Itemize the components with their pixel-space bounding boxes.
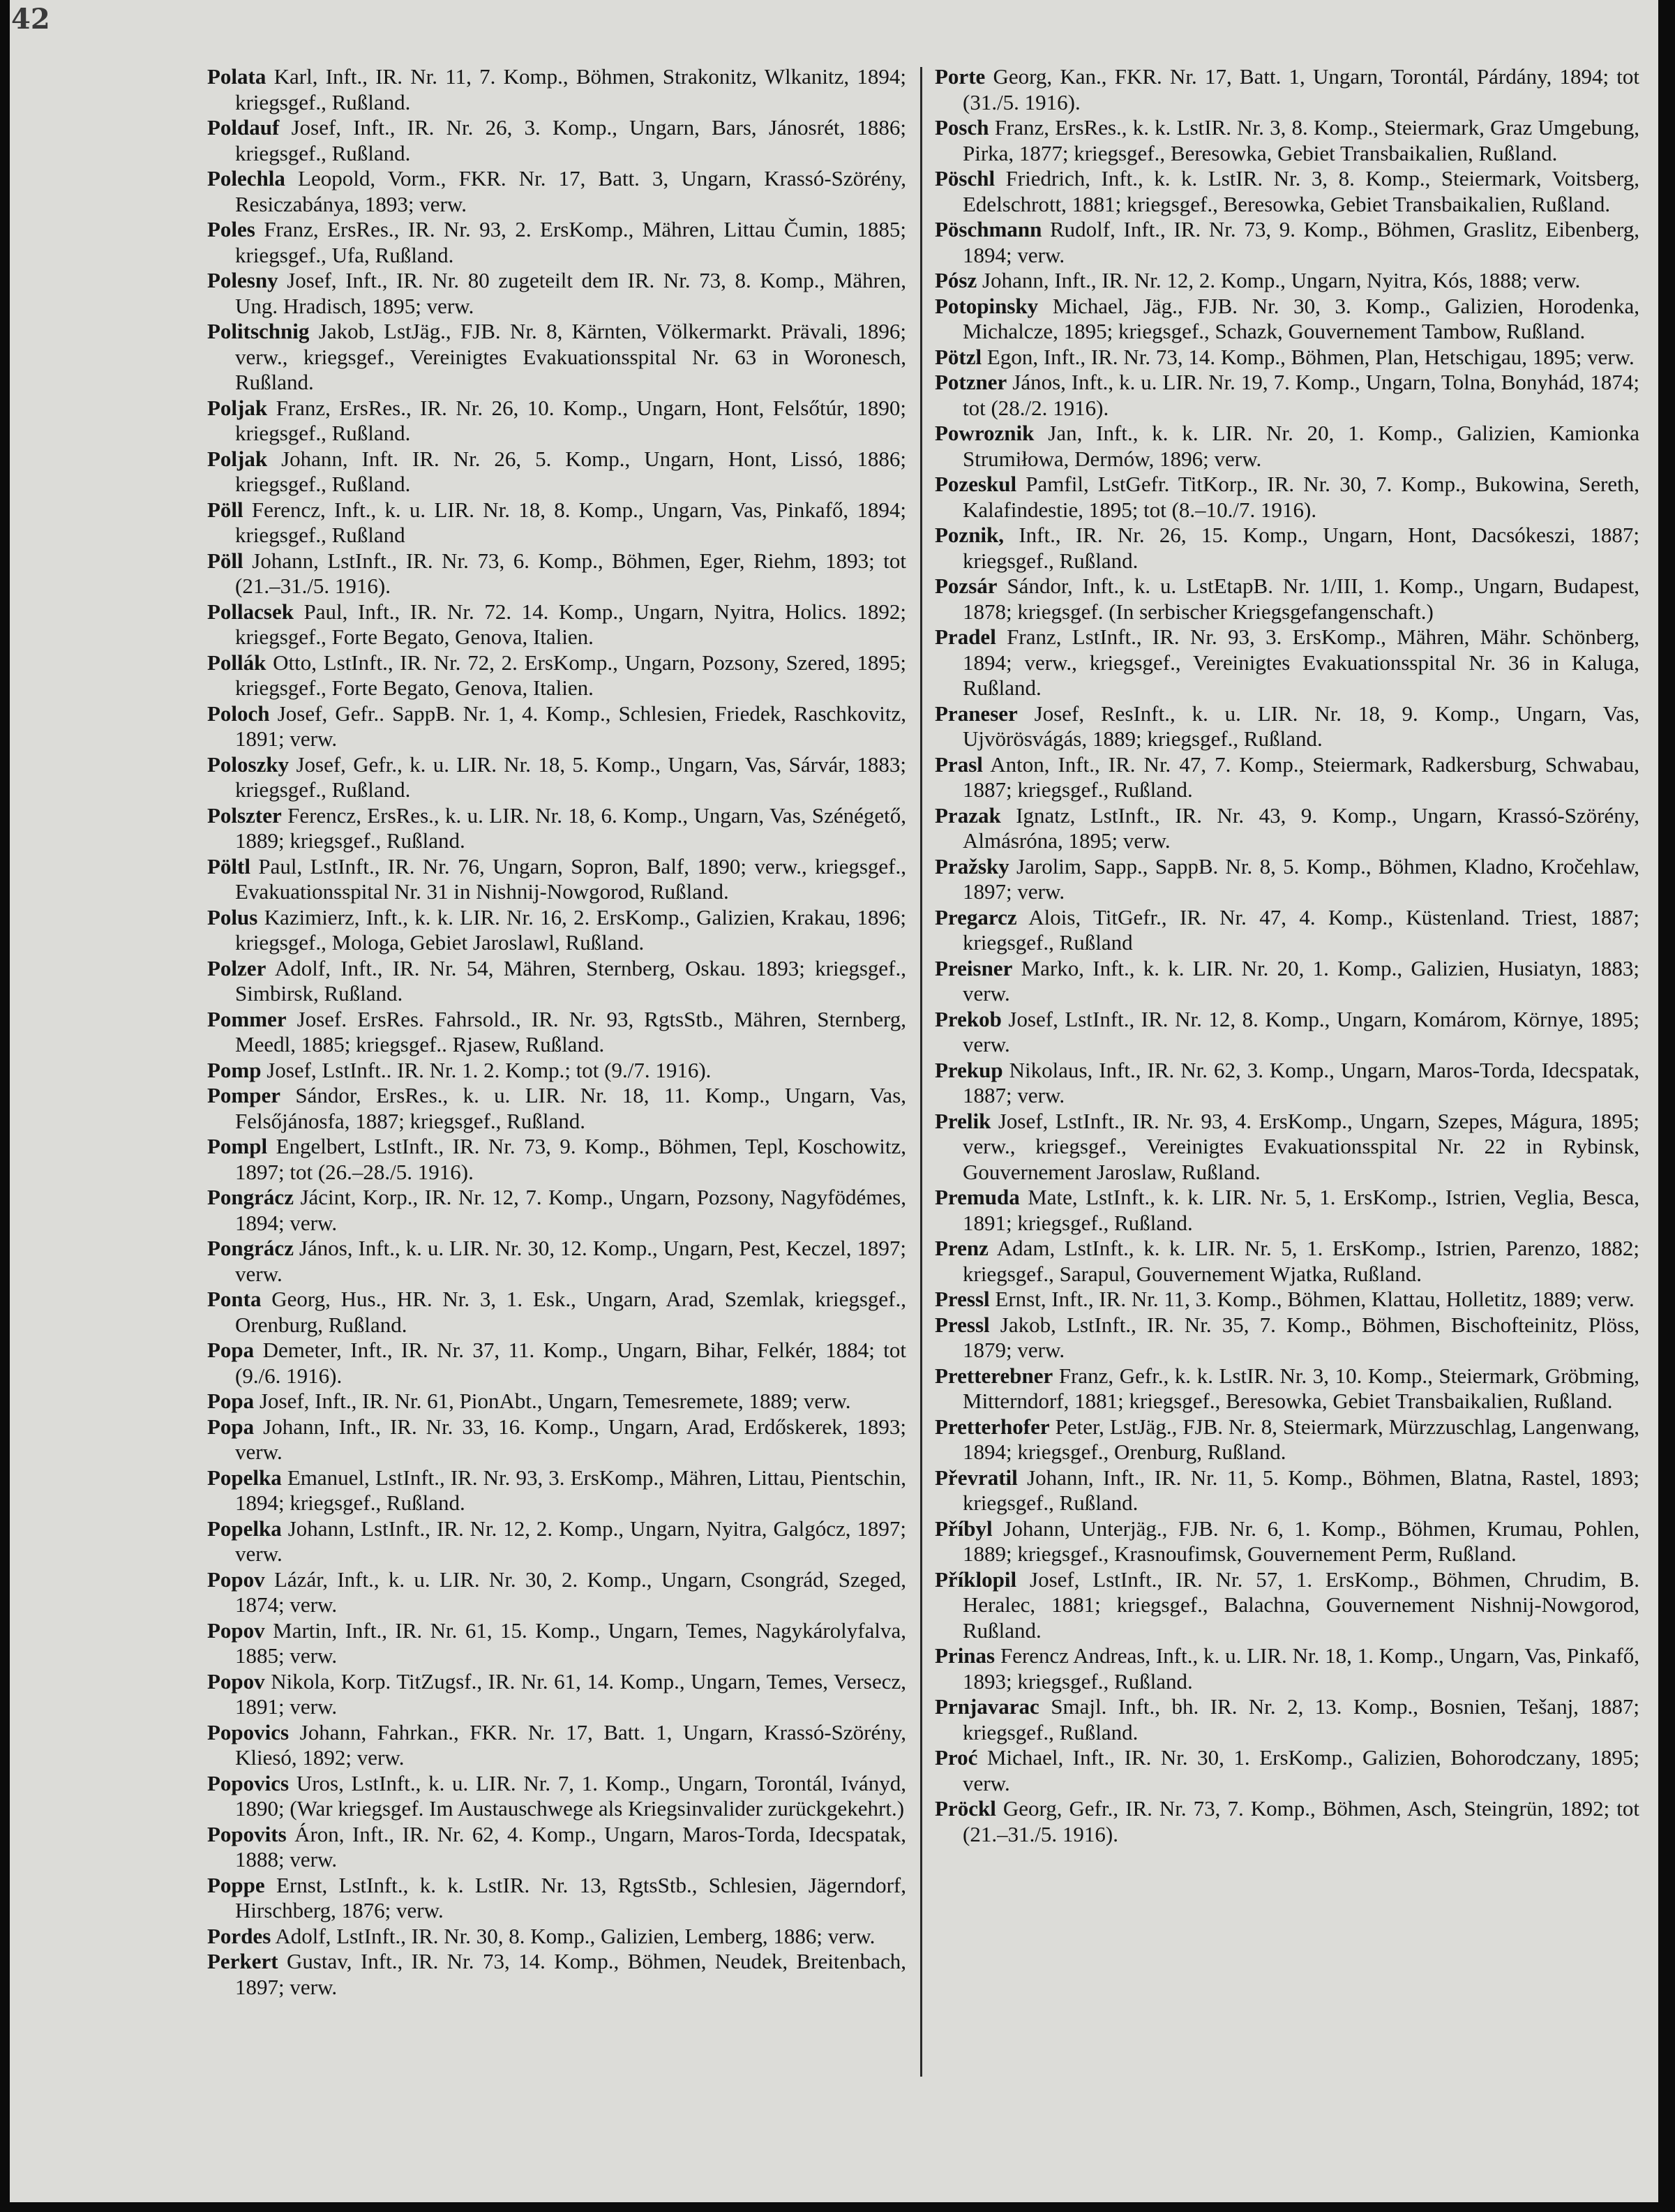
entry-surname: Poznik,	[935, 523, 1005, 547]
register-entry	[935, 1287, 1639, 1313]
register-entry	[935, 268, 1639, 294]
register-entry	[935, 294, 1639, 345]
left-column	[207, 64, 906, 2000]
entry-details: Gustav, Inft., IR. Nr. 73, 14. Komp., Böhmen, Neudek, Breitenbach, 1897; verw.	[235, 1949, 906, 1999]
register-entry	[207, 1873, 906, 1924]
entry-details: Pamfil, LstGefr. TitKorp., IR. Nr. 30, 7. Komp., Bukowina, Sereth, Kalafindestie, 1895; tot (8.–10./7. 1916).	[963, 472, 1639, 522]
register-entry	[207, 1083, 906, 1134]
entry-details: Ernst, Inft., IR. Nr. 11, 3. Komp., Böhmen, Klattau, Holletitz, 1889; verw.	[995, 1287, 1635, 1311]
entry-surname: Porte	[935, 64, 986, 89]
entry-details: Marko, Inft., k. k. LIR. Nr. 20, 1. Komp., Galizien, Husiatyn, 1883; verw.	[963, 955, 1639, 1006]
entry-surname: Poljak	[207, 395, 268, 420]
register-entry	[207, 1007, 906, 1058]
entry-details: Ignatz, LstInft., IR. Nr. 43, 9. Komp., Ungarn, Krassó-Szörény, Almásróna, 1895; verw.	[963, 802, 1640, 853]
entry-surname: Preisner	[935, 955, 1013, 980]
entry-surname: Perkert	[207, 1949, 278, 1973]
entry-surname: Popa	[207, 1414, 255, 1439]
entry-details: Michael, Inft., IR. Nr. 30, 1. ErsKomp., Galizien, Bohorodczany, 1895; verw.	[963, 1745, 1639, 1795]
entry-details: Martin, Inft., IR. Nr. 61, 15. Komp., Ungarn, Temes, Nagykárolyfalva, 1885; verw.	[235, 1617, 906, 1668]
entry-surname: Prnjavarac	[935, 1694, 1039, 1719]
entry-details: Jakob, LstInft., IR. Nr. 35, 7. Komp., Böhmen, Bischofteinitz, Plöss, 1879; verw.	[963, 1312, 1639, 1362]
register-entry	[207, 905, 906, 956]
entry-details: Sándor, ErsRes., k. u. LIR. Nr. 18, 11. Komp., Ungarn, Vas, Felsőjánosfa, 1887; kriegsgef., Rußland.	[235, 1083, 907, 1133]
entry-details: Leopold, Vorm., FKR. Nr. 17, Batt. 3, Ungarn, Krassó-Szörény, Resiczabánya, 1893; verw.	[235, 166, 906, 216]
entry-details: Josef, Gefr., k. u. LIR. Nr. 18, 5. Komp., Ungarn, Vas, Sárvár, 1883; kriegsgef., Rußland.	[235, 752, 906, 802]
register-entry	[207, 1236, 906, 1287]
register-entry	[935, 345, 1639, 371]
register-entry	[207, 1618, 906, 1669]
entry-surname: Poldauf	[207, 115, 280, 140]
register-entry	[207, 1338, 906, 1389]
entry-details: Johann, Inft., IR. Nr. 12, 2. Komp., Ungarn, Nyitra, Kós, 1888; verw.	[982, 268, 1581, 292]
entry-surname: Pollák	[207, 650, 266, 675]
entry-details: Franz, LstInft., IR. Nr. 93, 3. ErsKomp., Mähren, Mähr. Schönberg, 1894; verw., kriegsgef., Vereinigtes Evakuationsspital Nr. 36 in Kaluga, Rußland.	[963, 625, 1639, 700]
register-entry	[935, 1236, 1639, 1287]
entry-details: Adolf, LstInft., IR. Nr. 30, 8. Komp., Galizien, Lemberg, 1886; verw.	[275, 1923, 876, 1948]
entry-surname: Pöll	[207, 497, 243, 522]
entry-details: Áron, Inft., IR. Nr. 62, 4. Komp., Ungarn, Maros-Torda, Idecspatak, 1888; verw.	[235, 1821, 907, 1871]
entry-surname: Pongrácz	[207, 1236, 294, 1260]
scan-edge-right	[1658, 0, 1675, 2212]
register-entry	[935, 1185, 1639, 1236]
register-entry	[935, 1745, 1639, 1796]
entry-surname: Prelik	[935, 1108, 991, 1133]
register-entry	[207, 1771, 906, 1822]
entry-details: János, Inft., k. u. LIR. Nr. 19, 7. Komp., Ungarn, Tolna, Bonyhád, 1874; tot (28./2. 1916).	[963, 370, 1640, 420]
entry-details: Rudolf, Inft., IR. Nr. 73, 9. Komp., Böhmen, Graslitz, Eibenberg, 1894; verw.	[963, 217, 1639, 267]
entry-details: Ferencz Andreas, Inft., k. u. LIR. Nr. 18, 1. Komp., Ungarn, Vas, Pinkafő, 1893; kriegsgef., Rußland.	[963, 1643, 1640, 1694]
register-entry	[207, 64, 906, 115]
entry-details: Georg, Kan., FKR. Nr. 17, Batt. 1, Ungarn, Torontál, Párdány, 1894; tot (31./5. 1916).	[963, 64, 1640, 114]
entry-details: Josef, LstInft., IR. Nr. 57, 1. ErsKomp., Böhmen, Chrudim, B. Heralec, 1881; kriegsgef., Balachna, Gouvernement Nishnij-Nowgorod, Rußland.	[963, 1567, 1640, 1643]
register-entry	[935, 217, 1639, 268]
register-entry	[935, 1414, 1639, 1465]
register-entry	[207, 319, 906, 396]
entry-surname: Prinas	[935, 1643, 996, 1668]
entry-details: Sándor, Inft., k. u. LstEtapB. Nr. 1/III, 1. Komp., Ungarn, Budapest, 1878; kriegsgef. (In serbischer Kriegsgefangenschaft.)	[963, 574, 1639, 624]
entry-surname: Popov	[207, 1668, 265, 1694]
entry-details: Nikolaus, Inft., IR. Nr. 62, 3. Komp., Ungarn, Maros-Torda, Idecspatak, 1887; verw.	[963, 1057, 1640, 1107]
entry-details: Uros, LstInft., k. u. LIR. Nr. 7, 1. Komp., Ungarn, Torontál, Iványd, 1890; (War kriegsgef. Im Austauschwege als Kriegsinvalider zurückgekehrt.)	[235, 1770, 907, 1821]
entry-surname: Pomp	[207, 1057, 262, 1082]
entry-details: Adam, LstInft., k. k. LIR. Nr. 5, 1. ErsKomp., Istrien, Parenzo, 1882; kriegsgef., Sarapul, Gouvernement Wjatka, Rußland.	[963, 1236, 1639, 1286]
entry-surname: Pötzl	[935, 344, 982, 369]
register-entry	[207, 1822, 906, 1873]
entry-surname: Pressl	[935, 1312, 990, 1337]
entry-surname: Pöschmann	[935, 217, 1042, 241]
entry-surname: Poljak	[207, 446, 268, 471]
register-entry	[207, 1287, 906, 1338]
entry-details: Ernst, LstInft., k. k. LstIR. Nr. 13, RgtsStb., Schlesien, Jägerndorf, Hirschberg, 1876; verw.	[235, 1872, 907, 1922]
register-entry	[207, 1465, 906, 1516]
register-entry	[207, 1389, 906, 1414]
register-entry	[207, 1134, 906, 1185]
page-number: 42	[11, 3, 50, 36]
entry-surname: Proć	[935, 1745, 978, 1770]
entry-surname: Pradel	[935, 625, 996, 649]
entry-surname: Popelka	[207, 1516, 282, 1541]
register-entry	[935, 574, 1639, 625]
register-entry	[935, 956, 1639, 1007]
register-entry	[207, 1669, 906, 1720]
register-entry	[935, 701, 1639, 752]
register-entry	[207, 268, 906, 319]
register-entry	[935, 905, 1639, 956]
register-entry	[935, 1516, 1639, 1567]
register-entry	[935, 1796, 1639, 1847]
entry-surname: Pöltl	[207, 853, 250, 879]
entry-surname: Pompl	[207, 1134, 268, 1158]
entry-details: Nikola, Korp. TitZugsf., IR. Nr. 61, 14. Komp., Ungarn, Temes, Versecz, 1891; verw.	[235, 1668, 907, 1719]
entry-surname: Politschnig	[207, 319, 310, 343]
entry-details: Franz, ErsRes., IR. Nr. 93, 2. ErsKomp., Mähren, Littau Čumin, 1885; kriegsgef., Ufa, Rußland.	[235, 217, 907, 267]
entry-surname: Pommer	[207, 1006, 287, 1031]
register-entry	[207, 1516, 906, 1567]
entry-surname: Posch	[935, 115, 989, 140]
register-entry	[207, 1414, 906, 1465]
scan-edge-bottom	[0, 2202, 1675, 2212]
entry-surname: Popov	[207, 1567, 265, 1592]
register-entry	[935, 803, 1639, 854]
register-entry	[935, 472, 1639, 523]
entry-surname: Polesny	[207, 268, 278, 292]
register-entry	[207, 166, 906, 217]
entry-details: Johann, Inft., IR. Nr. 33, 16. Komp., Ungarn, Arad, Erdőskerek, 1893; verw.	[235, 1414, 907, 1464]
entry-surname: Popa	[207, 1338, 255, 1362]
entry-details: Johann, Inft. IR. Nr. 26, 5. Komp., Ungarn, Hont, Lissó, 1886; kriegsgef., Rußland.	[235, 446, 907, 496]
register-entry	[935, 752, 1639, 803]
register-entry	[207, 854, 906, 905]
entry-surname: Pósz	[935, 268, 977, 292]
register-entry	[207, 396, 906, 447]
register-entry	[207, 1567, 906, 1618]
entry-surname: Potzner	[935, 370, 1007, 394]
entry-surname: Pröckl	[935, 1796, 996, 1821]
register-entry	[935, 854, 1639, 905]
entry-details: Jarolim, Sapp., SappB. Nr. 8, 5. Komp., Böhmen, Kladno, Kročehlaw, 1897; verw.	[963, 853, 1639, 904]
entry-details: Friedrich, Inft., k. k. LstIR. Nr. 3, 8. Komp., Steiermark, Voitsberg, Edelschrott, 1881; kriegsgef., Beresowka, Gebiet Transbaikalien, Rußland.	[963, 166, 1639, 216]
entry-details: Johann, Fahrkan., FKR. Nr. 17, Batt. 1, Ungarn, Krassó-Szörény, Kliesó, 1892; verw.	[235, 1719, 907, 1770]
entry-surname: Pregarcz	[935, 904, 1017, 929]
register-entry	[207, 650, 906, 701]
register-entry	[935, 1058, 1639, 1109]
column-divider	[920, 67, 922, 2077]
register-entry	[207, 447, 906, 498]
entry-surname: Prenz	[935, 1236, 989, 1260]
entry-details: Josef, LstInft.. IR. Nr. 1. 2. Komp.; tot (9./7. 1916).	[266, 1057, 712, 1082]
register-entry	[935, 370, 1639, 421]
entry-details: Josef, Inft., IR. Nr. 61, PionAbt., Ungarn, Temesremete, 1889; verw.	[259, 1389, 851, 1413]
entry-surname: Příbyl	[935, 1516, 993, 1541]
register-entry	[207, 498, 906, 548]
entry-surname: Praneser	[935, 701, 1018, 726]
entry-details: Kazimierz, Inft., k. k. LIR. Nr. 16, 2. ErsKomp., Galizien, Krakau, 1896; kriegsgef., Mologa, Gebiet Jaroslawl, Rußland.	[235, 904, 907, 955]
entry-surname: Prasl	[935, 752, 983, 777]
entry-details: Egon, Inft., IR. Nr. 73, 14. Komp., Böhmen, Plan, Hetschigau, 1895; verw.	[986, 344, 1635, 369]
register-entry	[935, 1567, 1639, 1644]
entry-details: Josef, ResInft., k. u. LIR. Nr. 18, 9. Komp., Ungarn, Vas, Ujvörösvágás, 1889; kriegsgef., Rußland.	[963, 701, 1640, 751]
entry-surname: Poloch	[207, 701, 270, 726]
entry-surname: Popov	[207, 1617, 265, 1643]
entry-surname: Polzer	[207, 955, 266, 980]
entry-details: Lázár, Inft., k. u. LIR. Nr. 30, 2. Komp., Ungarn, Csongrád, Szeged, 1874; verw.	[235, 1567, 906, 1617]
entry-surname: Pretterhofer	[935, 1414, 1050, 1439]
entry-surname: Popovits	[207, 1821, 287, 1846]
entry-details: Otto, LstInft., IR. Nr. 72, 2. ErsKomp., Ungarn, Pozsony, Szered, 1895; kriegsgef., Forte Begato, Genova, Italien.	[235, 650, 906, 700]
register-entry	[207, 803, 906, 854]
entry-surname: Pressl	[935, 1287, 990, 1311]
register-entry	[207, 115, 906, 166]
entry-details: Peter, LstJäg., FJB. Nr. 8, Steiermark, Mürzzuschlag, Langenwang, 1894; kriegsgef., Orenburg, Rußland.	[963, 1414, 1640, 1464]
entry-details: Ferencz, Inft., k. u. LIR. Nr. 18, 8. Komp., Ungarn, Vas, Pinkafő, 1894; kriegsgef., Rußland	[235, 497, 907, 547]
register-entry	[207, 1058, 906, 1084]
register-entry	[935, 421, 1639, 472]
register-entry	[935, 1465, 1639, 1516]
entry-surname: Popelka	[207, 1465, 282, 1490]
entry-surname: Powroznik	[935, 421, 1035, 445]
entry-details: Engelbert, LstInft., IR. Nr. 73, 9. Komp., Böhmen, Tepl, Koschowitz, 1897; tot (26.–28./5. 1916).	[235, 1134, 907, 1184]
entry-surname: Pozeskul	[935, 472, 1017, 496]
entry-details: Jácint, Korp., IR. Nr. 12, 7. Komp., Ungarn, Pozsony, Nagyfödémes, 1894; verw.	[235, 1185, 906, 1235]
entry-details: Franz, Gefr., k. k. LstIR. Nr. 3, 10. Komp., Steiermark, Gröbming, Mitterndorf, 1881; kriegsgef., Beresowka, Gebiet Transbaikalien, Rußland.	[963, 1363, 1640, 1413]
entry-surname: Polata	[207, 64, 266, 89]
entry-surname: Polszter	[207, 802, 282, 828]
entry-details: Johann, Unterjäg., FJB. Nr. 6, 1. Komp., Böhmen, Krumau, Pohlen, 1889; kriegsgef., Krasnoufimsk, Gouvernement Perm, Rußland.	[963, 1516, 1640, 1566]
register-entry	[935, 1007, 1639, 1058]
entry-details: Jan, Inft., k. k. LIR. Nr. 20, 1. Komp., Galizien, Kamionka Strumiłowa, Dermów, 1896; verw.	[963, 421, 1639, 471]
entry-details: Georg, Hus., HR. Nr. 3, 1. Esk., Ungarn, Arad, Szemlak, kriegsgef., Orenburg, Rußland.	[235, 1287, 906, 1337]
entry-details: János, Inft., k. u. LIR. Nr. 30, 12. Komp., Ungarn, Pest, Keczel, 1897; verw.	[235, 1236, 906, 1286]
entry-details: Anton, Inft., IR. Nr. 47, 7. Komp., Steiermark, Radkersburg, Schwabau, 1887; kriegsgef., Rußland.	[963, 752, 1639, 802]
entry-details: Josef, Inft., IR. Nr. 26, 3. Komp., Ungarn, Bars, Jánosrét, 1886; kriegsgef., Rußland.	[235, 115, 906, 165]
entry-details: Georg, Gefr., IR. Nr. 73, 7. Komp., Böhmen, Asch, Steingrün, 1892; tot (21.–31./5. 1916).	[963, 1796, 1640, 1846]
register-entry	[935, 166, 1639, 217]
entry-details: Josef, Inft., IR. Nr. 80 zugeteilt dem IR. Nr. 73, 8. Komp., Mähren, Ung. Hradisch, 1895; verw.	[235, 268, 907, 318]
entry-surname: Převratil	[935, 1465, 1018, 1490]
entry-details: Paul, Inft., IR. Nr. 72. 14. Komp., Ungarn, Nyitra, Holics. 1892; kriegsgef., Forte Begato, Genova, Italien.	[235, 599, 907, 649]
entry-surname: Pozsár	[935, 574, 998, 598]
entry-details: Jakob, LstJäg., FJB. Nr. 8, Kärnten, Völkermarkt. Prävali, 1896; verw., kriegsgef., Vereinigtes Evakuationsspital Nr. 63 in Woronesch, Rußland.	[235, 319, 907, 394]
entry-surname: Premuda	[935, 1185, 1020, 1209]
register-entry	[207, 1185, 906, 1236]
entry-surname: Pretterebner	[935, 1363, 1053, 1388]
register-entry	[935, 1313, 1639, 1363]
register-entry	[935, 523, 1639, 574]
entry-details: Adolf, Inft., IR. Nr. 54, Mähren, Sternberg, Oskau. 1893; kriegsgef., Simbirsk, Rußland.	[235, 955, 906, 1006]
entry-details: Johann, LstInft., IR. Nr. 12, 2. Komp., Ungarn, Nyitra, Galgócz, 1897; verw.	[235, 1516, 906, 1566]
entry-details: Johann, Inft., IR. Nr. 11, 5. Komp., Böhmen, Blatna, Rastel, 1893; kriegsgef., Rußland.	[963, 1465, 1640, 1515]
entry-surname: Prekup	[935, 1057, 1003, 1082]
entry-surname: Prekob	[935, 1006, 1002, 1031]
entry-details: Josef, Gefr.. SappB. Nr. 1, 4. Komp., Schlesien, Friedek, Raschkovitz, 1891; verw.	[235, 701, 906, 751]
right-column	[935, 64, 1639, 1847]
register-entry	[935, 64, 1639, 115]
register-entry	[207, 956, 906, 1007]
entry-details: Josef. ErsRes. Fahrsold., IR. Nr. 93, RgtsStb., Mähren, Sternberg, Meedl, 1885; kriegsgef.. Rjasew, Rußland.	[235, 1006, 906, 1056]
entry-surname: Pražsky	[935, 853, 1009, 879]
entry-details: Johann, LstInft., IR. Nr. 73, 6. Komp., Böhmen, Eger, Riehm, 1893; tot (21.–31./5. 1916).	[235, 548, 907, 598]
entry-surname: Ponta	[207, 1287, 262, 1311]
register-entry	[935, 1363, 1639, 1414]
entry-details: Emanuel, LstInft., IR. Nr. 93, 3. ErsKomp., Mähren, Littau, Pientschin, 1894; kriegsgef., Rußland.	[235, 1465, 906, 1515]
register-entry	[207, 701, 906, 752]
entry-surname: Pongrácz	[207, 1185, 294, 1209]
entry-surname: Poles	[207, 217, 255, 241]
entry-details: Demeter, Inft., IR. Nr. 37, 11. Komp., Ungarn, Bihar, Felkér, 1884; tot (9./6. 1916).	[235, 1338, 906, 1388]
entry-details: Josef, LstInft., IR. Nr. 93, 4. ErsKomp., Ungarn, Szepes, Mágura, 1895; verw., kriegsgef., Vereinigtes Evakuationsspital Nr. 22 in Rybinsk, Gouvernement Jaroslaw, Rußland.	[963, 1108, 1639, 1184]
entry-surname: Prazak	[935, 802, 1001, 828]
entry-surname: Poppe	[207, 1872, 265, 1897]
register-entry	[207, 599, 906, 650]
entry-surname: Pollacsek	[207, 599, 294, 624]
entry-surname: Popovics	[207, 1719, 290, 1744]
entry-details: Josef, LstInft., IR. Nr. 12, 8. Komp., Ungarn, Komárom, Környe, 1895; verw.	[963, 1006, 1639, 1056]
entry-details: Smajl. Inft., bh. IR. Nr. 2, 13. Komp., Bosnien, Tešanj, 1887; kriegsgef., Rußland.	[963, 1694, 1639, 1744]
entry-details: Paul, LstInft., IR. Nr. 76, Ungarn, Sopron, Balf, 1890; verw., kriegsgef., Evakuationsspital Nr. 31 in Nishnij-Nowgorod, Rußland.	[235, 853, 906, 904]
entry-surname: Popovics	[207, 1770, 290, 1795]
entry-surname: Pöschl	[935, 166, 996, 190]
entry-surname: Popa	[207, 1389, 255, 1413]
entry-surname: Pomper	[207, 1083, 281, 1107]
register-entry	[207, 752, 906, 803]
entry-details: Ferencz, ErsRes., k. u. LIR. Nr. 18, 6. Komp., Ungarn, Vas, Szénégető, 1889; kriegsgef., Rußland.	[235, 802, 907, 853]
entry-surname: Poloszky	[207, 752, 290, 777]
register-entry	[207, 217, 906, 268]
entry-surname: Polus	[207, 904, 258, 929]
register-entry	[207, 1720, 906, 1771]
entry-details: Karl, Inft., IR. Nr. 11, 7. Komp., Böhmen, Strakonitz, Wlkanitz, 1894; kriegsgef., Rußland.	[235, 64, 906, 114]
register-entry	[935, 1643, 1639, 1694]
register-entry	[207, 1949, 906, 2000]
entry-surname: Pöll	[207, 548, 243, 573]
entry-details: Michael, Jäg., FJB. Nr. 30, 3. Komp., Galizien, Horodenka, Michalcze, 1895; kriegsgef., Schazk, Gouvernement Tambow, Rußland.	[963, 293, 1640, 343]
register-entry	[935, 1109, 1639, 1186]
entry-surname: Pordes	[207, 1923, 271, 1948]
entry-details: Inft., IR. Nr. 26, 15. Komp., Ungarn, Hont, Dacsókeszi, 1887; kriegsgef., Rußland.	[963, 523, 1640, 573]
scan-edge-left	[0, 0, 10, 2212]
register-entry	[207, 548, 906, 599]
entry-details: Franz, ErsRes., IR. Nr. 26, 10. Komp., Ungarn, Hont, Felsőtúr, 1890; kriegsgef., Rußland.	[235, 395, 906, 445]
entry-surname: Polechla	[207, 166, 285, 190]
entry-surname: Příklopil	[935, 1567, 1017, 1592]
entry-details: Mate, LstInft., k. k. LIR. Nr. 5, 1. ErsKomp., Istrien, Veglia, Besca, 1891; kriegsgef., Rußland.	[963, 1185, 1639, 1235]
register-entry	[935, 625, 1639, 701]
entry-details: Franz, ErsRes., k. k. LstIR. Nr. 3, 8. Komp., Steiermark, Graz Umgebung, Pirka, 1877; kriegsgef., Beresowka, Gebiet Transbaikalien, Rußland.	[963, 115, 1639, 165]
register-entry	[935, 1694, 1639, 1745]
register-entry	[935, 115, 1639, 166]
entry-surname: Potopinsky	[935, 293, 1039, 318]
entry-details: Alois, TitGefr., IR. Nr. 47, 4. Komp., Küstenland. Triest, 1887; kriegsgef., Rußland	[963, 904, 1639, 955]
register-entry	[207, 1924, 906, 1950]
